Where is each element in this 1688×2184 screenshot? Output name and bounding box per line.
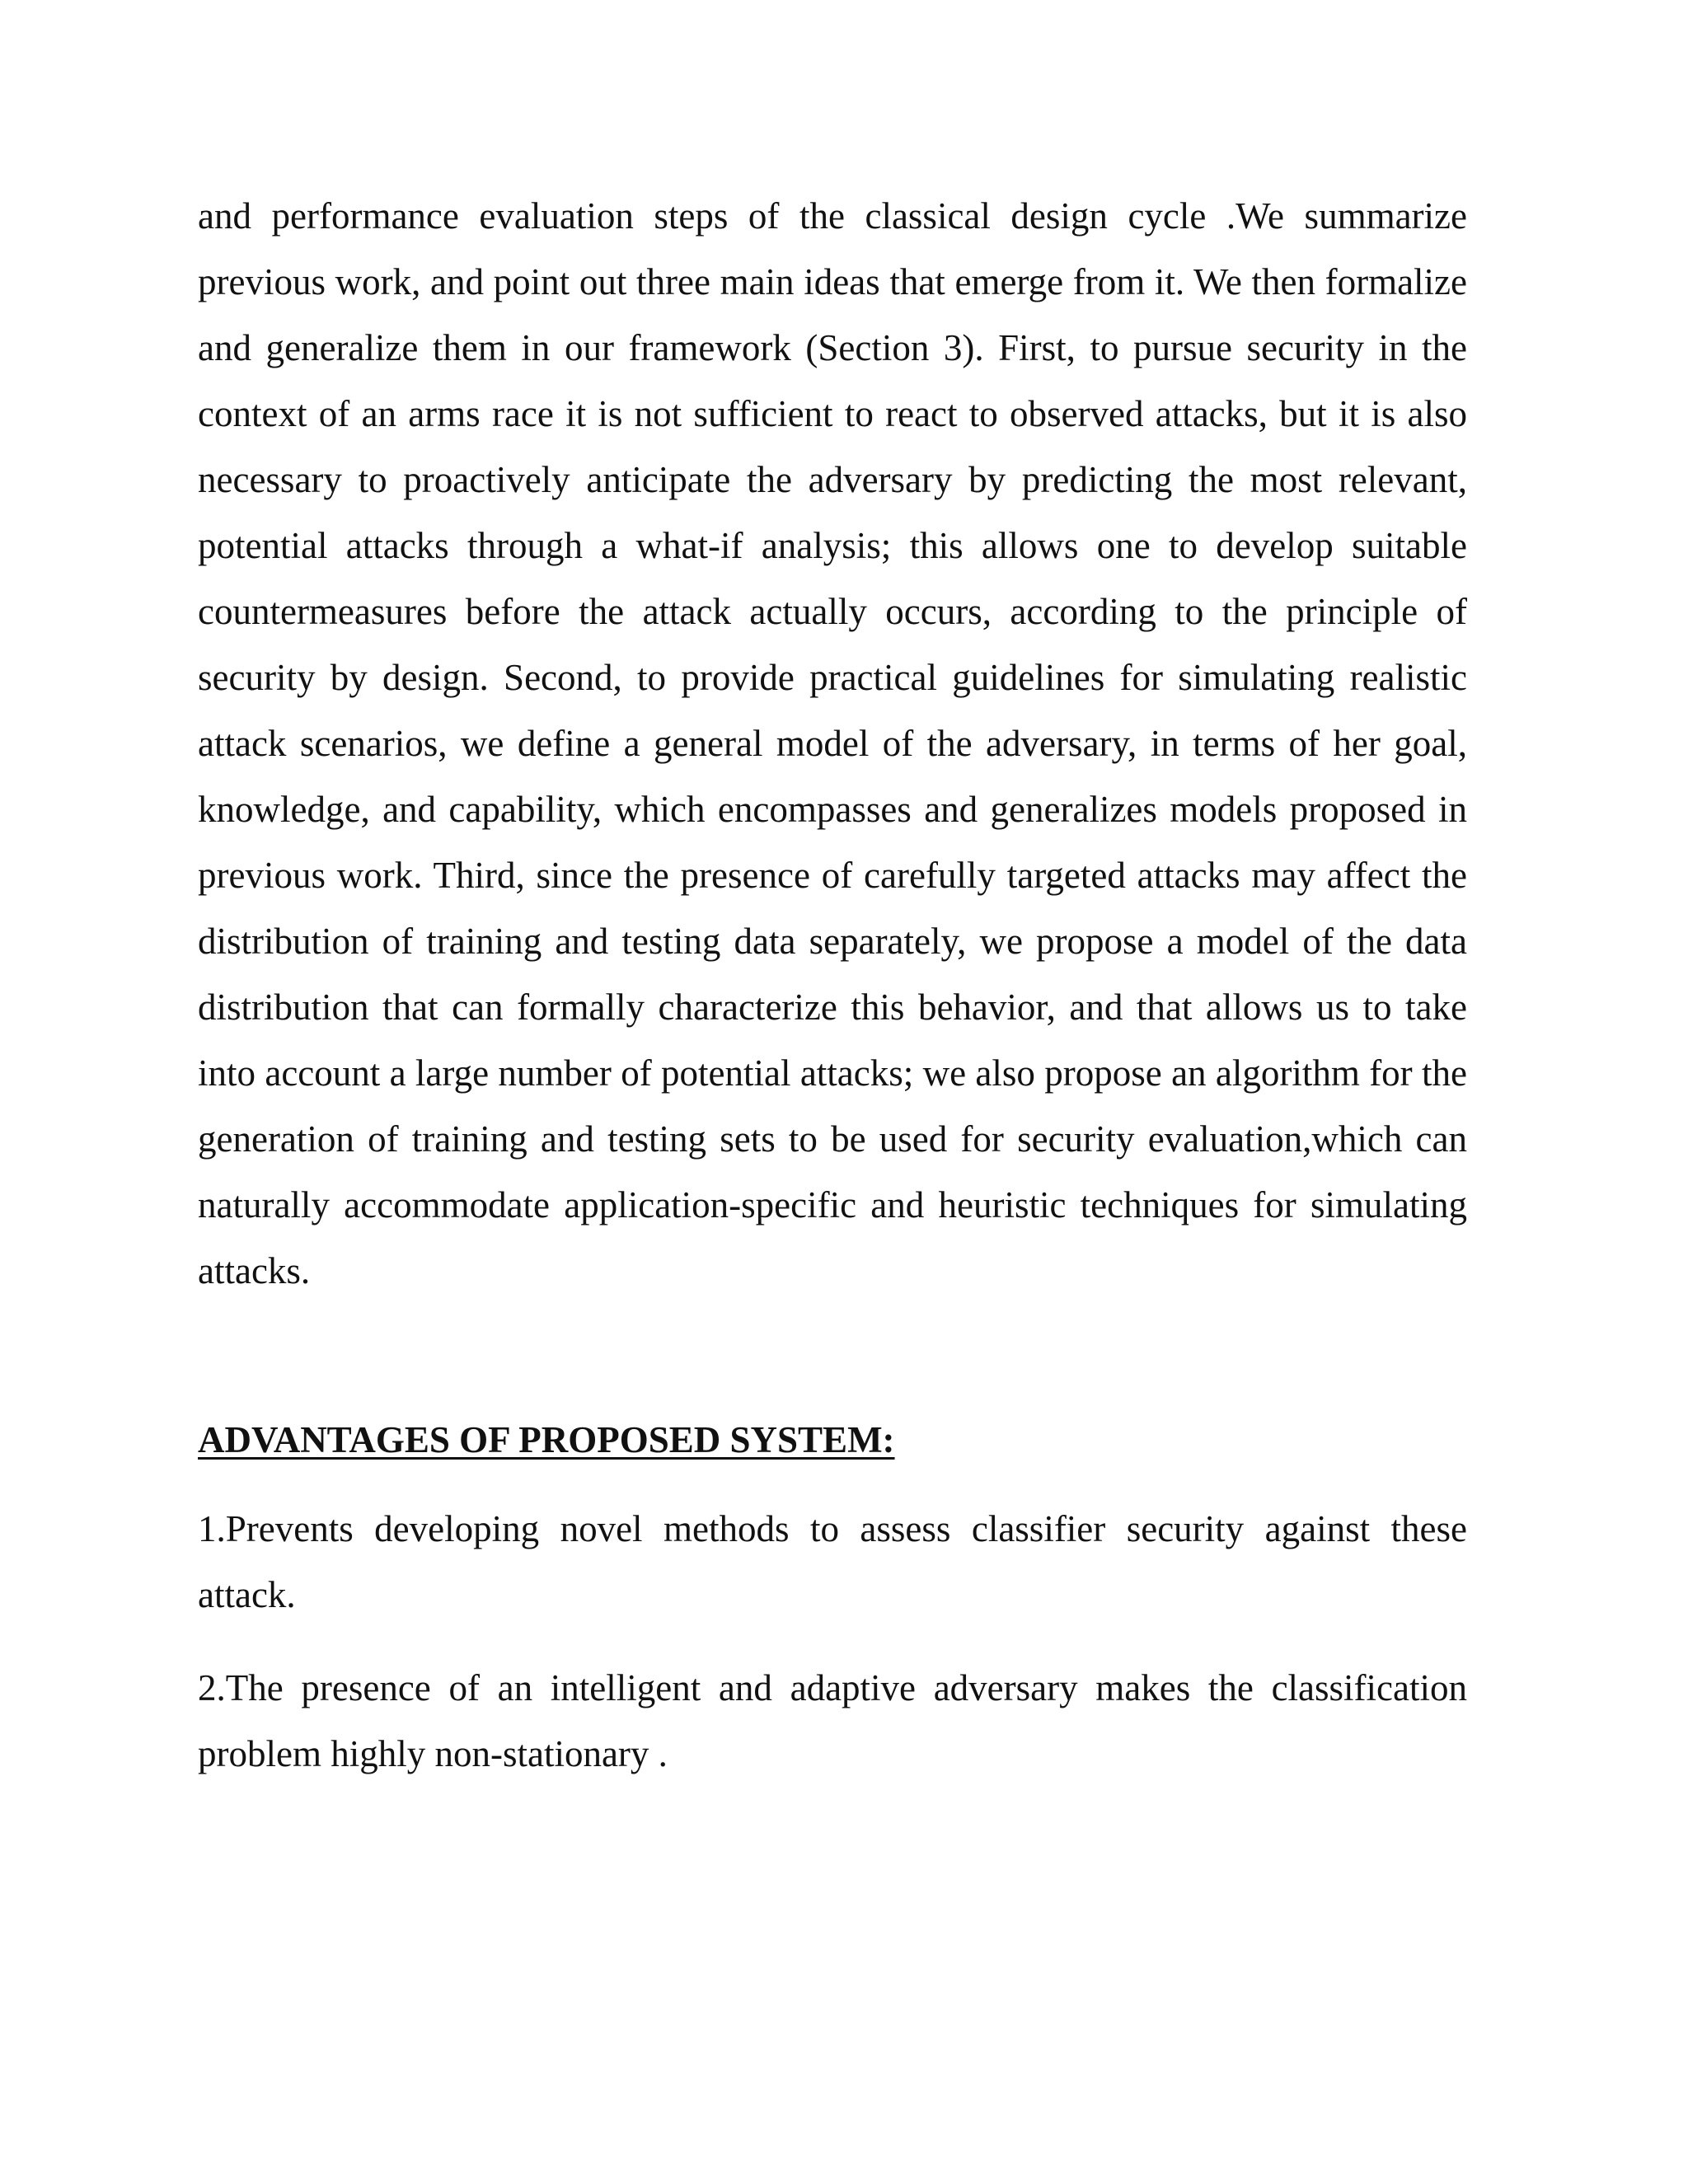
page-content: [198, 183, 1467, 1787]
advantage-item-2: 2.The presence of an intelligent and adaptive adversary makes the classification problem highly non-stationary .: [198, 1667, 1467, 1774]
section-heading: ADVANTAGES OF PROPOSED SYSTEM:: [198, 1419, 895, 1460]
advantage-item-1: 1.Prevents developing novel methods to assess classifier security against these attack.: [198, 1508, 1467, 1615]
body-paragraph: and performance evaluation steps of the classical design cycle .We summarize previous work, and point out three main ideas that emerge from it. We then formalize and generalize them in our framework (Section 3). First, to pursue security in the context of an arms race it is not sufficient to react to observed attacks, but it is also necessary to proactively anticipate the adversary by predicting the most relevant, potential attacks through a what-if analysis; this allows one to develop suitable countermeasures before the attack actually occurs, according to the principle of security by design. Second, to provide practical guidelines for simulating realistic attack scenarios, we define a general model of the adversary, in terms of her goal, knowledge, and capability, which encompasses and generalizes models proposed in previous work. Third, since the presence of carefully targeted attacks may affect the distribution of training and testing data separately, we propose a model of the data distribution that can formally characterize this behavior, and that allows us to take into account a large number of potential attacks; we also propose an algorithm for the generation of training and testing sets to be used for security evaluation,which can naturally accommodate application-specific and heuristic techniques for simulating attacks.: [198, 195, 1467, 1291]
